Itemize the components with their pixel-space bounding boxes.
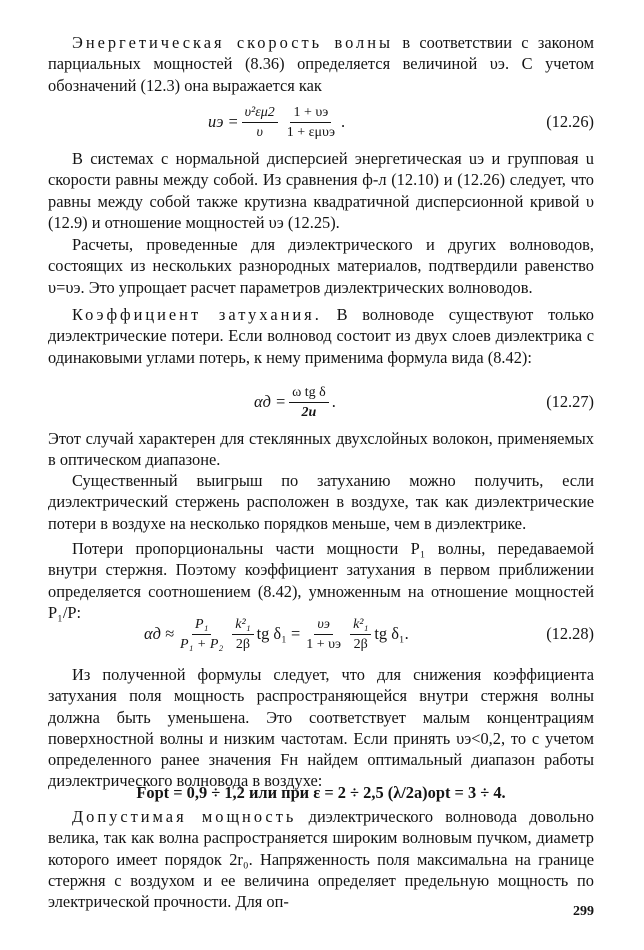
page-number: 299 [573,904,594,919]
equation-number: (12.27) [546,392,594,411]
fraction: $\frac{\text{ω tg δ}}{2u}$ [289,384,329,421]
equation-number: (12.28) [546,624,594,643]
paragraph-conclusion: Из полученной формулы следует, что для снижения коэффициента затухания поля мощность распространяющейся внутри стержня волны должна быть уменьшена. Это соответствует малым концентрациям поверхностной волны и низким частотам. Если принять υэ<0,2, то с учетом определенного ранее значения Fн найдем оптимальный диапазон работы диэлектрического волновода в воздухе: [48,665,594,791]
fraction: $\frac{\text{υ²εμ2}}{\upsilon}$ [242,104,278,141]
fraction: $\frac{\text{k²₁}}{2\beta}$ [350,616,371,653]
equation-number: (12.26) [546,112,594,131]
paragraph-dispersion: В системах с нормальной дисперсией энергетическая uэ и групповая u скорости равны между собой. Из сравнения ф-л (12.10) и (12.26) следует, что равны между собой также крутизна квадратичной дисперсионной кривой υ (12.9) и отношение мощностей υэ (12.25). [48,149,594,232]
paragraph-attenuation: Коэффициент затухания. В волноводе существуют только диэлектрические потери. Если волновод состоит из двух слоев диэлектрика с одинаковыми углами потерь, к нему применима формула вида (8.42): [48,305,594,367]
paragraph-losses: Потери пропорциональны части мощности P₁ волны, передаваемой внутри стержня. Поэтому коэффициент затухания в первом приближении определяется соотношением (8.42), умноженным на отношение мощностей P₁/P: [48,539,594,622]
paragraph-glass-fibers: Этот случай характерен для стеклянных двухслойных волокон, применяемых в оптическом диапазоне. [48,429,594,470]
fraction: $\frac{\text{P₁}}{\text{P₁ + P₂}}$ [180,616,224,652]
paragraph-gain: Существенный выигрыш по затуханию можно получить, если диэлектрический стержень расположен в воздухе, так как диэлектрические потери в воздухе на несколько порядков меньше, чем в диэлектрике. [48,471,594,533]
paragraph-energy-velocity: Энергетическая скорость волны в соответствии с законом парциальных мощностей (8.36) определяется величиной υэ. С учетом обозначений (12.3) она выражается как [48,33,594,95]
equation-12-27: αд = $\frac{\text{ω tg δ}}{2u}$ . (12.27) [254,384,594,420]
term-attenuation-coefficient: Коэффициент затухания. [72,305,322,324]
fraction: $\frac{\text{k²₁}}{2\beta}$ [232,616,253,653]
equation-12-26: uэ = $\frac{\text{υ²εμ2}}{\upsilon}$ $\frac{1 + \upsilon э}{\text{1 + εμυэ}}$ . (12.26) [208,104,594,140]
term-energy-velocity: Энергетическая скорость волны [72,33,394,52]
term-allowed-power: Допустимая мощность [72,807,297,826]
paragraph-calculations: Расчеты, проведенные для диэлектрического и других волноводов, состоящих из нескольких разнородных материалов, подтвердили равенство υ=υэ. Это упрощает расчет параметров диэлектрических волноводов. [48,235,594,297]
paragraph-allowed-power: Допустимая мощность диэлектрического волновода довольно велика, так как волна распространяется широким волновым пучком, диаметр которого имеет порядок 2r₀. Напряженность поля максимальна на границе стержня с воздухом и ее величина определяет предельную мощность по электрической прочности. Для оп- [48,807,594,912]
fraction: $\frac{\upsilon э}{1 + \upsilon э}$ [306,616,342,652]
fraction: $\frac{1 + \upsilon э}{\text{1 + εμυэ}}$ [286,104,335,140]
equation-12-28: αд ≈ $\frac{\text{P₁}}{\text{P₁ + P₂}}$ $\frac{\text{k²₁}}{2\beta}$ tg δ₁ = $\frac{\upsilon э}{1 + \upsilon э}$ $\frac{\text{k²₁}}{2\beta}$ tg δ₁. (12.28) [144,616,594,652]
equation-optimal-range: Fopt = 0,9 ÷ 1,2 или при ε = 2 ÷ 2,5 (λ/2a)opt = 3 ÷ 4. [136,783,506,802]
